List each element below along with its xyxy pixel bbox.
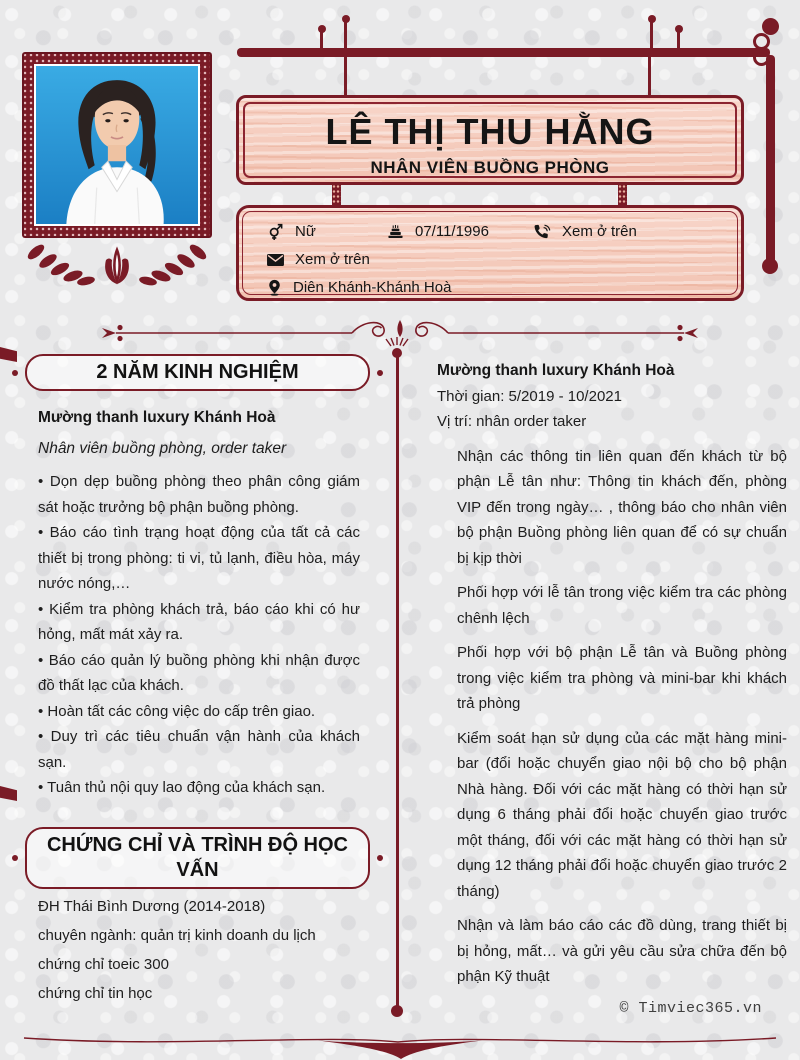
- rail-ring: [753, 33, 770, 50]
- detail-company: Mường thanh luxury Khánh Hoà: [437, 362, 675, 379]
- hanger-pin: [344, 22, 347, 48]
- detail-paragraph: Kiểm soát hạn sử dụng của các mặt hàng mini-bar (đổi hoặc chuyển giao nội bộ cho bộ phận Nhà hàng. Đối với các mặt hàng có thời hạn sử dụng 6 tháng phải đổi hoặc chuyển giao trước một tháng, đối với các mặt hàng có thời hạn sử dụng 12 tháng phải đổi hoặc chuyển giao trước 2 tháng): [457, 729, 787, 900]
- duty-item: • Dọn dẹp buồng phòng theo phân công giám sát hoặc trưởng bộ phận buồng phòng.: [38, 473, 360, 516]
- experience-heading-label: 2 NĂM KINH NGHIỆM: [96, 361, 299, 383]
- hanger-stick: [648, 57, 651, 95]
- bottom-flourish: [0, 1024, 800, 1060]
- detail-paragraph: Phối hợp với lễ tân trong việc kiểm tra các phòng chênh lệch: [457, 584, 787, 627]
- duty-item: • Kiểm tra phòng khách trả, báo cáo khi có hư hỏng, mất mát xảy ra.: [38, 600, 360, 643]
- duty-item: • Hoàn tất các công việc do cấp trên giao.: [38, 702, 316, 720]
- hanger-pin: [650, 22, 653, 48]
- contact-row: [267, 221, 741, 242]
- phone-value: Xem ở trên: [562, 223, 637, 240]
- laurel-ornament: [22, 240, 212, 296]
- portrait-illustration: [36, 66, 198, 224]
- detail-paragraph: Nhận các thông tin liên quan đến khách từ bộ phận Lễ tân như: Thông tin khách đến, phòng VIP đến trong ngày… , thông báo cho nhân viên bộ phận Buồng phòng liên quan để có sự chuẩn bị kịp thời: [457, 447, 787, 567]
- chain-link: [332, 184, 341, 207]
- ribbon-tail: [0, 347, 17, 362]
- rail-end-ball: [762, 258, 778, 274]
- address-item: [267, 279, 451, 296]
- photo-frame: [22, 52, 212, 238]
- duty-item: • Duy trì các tiêu chuẩn vận hành của khách sạn.: [38, 728, 360, 771]
- mail-icon: [267, 254, 284, 266]
- contact-panel: [236, 205, 744, 301]
- birthday-cake-icon: [387, 223, 404, 240]
- education-item: chuyên ngành: quản trị kinh doanh du lịch: [38, 926, 316, 944]
- hanger-stick: [344, 57, 347, 95]
- birthday-item: [387, 223, 533, 240]
- education-heading: [25, 827, 370, 889]
- duty-item: • Tuân thủ nội quy lao động của khách sạn.: [38, 779, 326, 796]
- name-banner: [236, 95, 744, 185]
- education-item: ĐH Thái Bình Dương (2014-2018): [38, 897, 266, 915]
- gender-value: Nữ: [295, 223, 316, 240]
- right-rail: [766, 55, 775, 267]
- education-item: chứng chỉ tin học: [38, 984, 153, 1002]
- watermark: © Timviec365.vn: [619, 1000, 762, 1017]
- right-column: [437, 358, 790, 990]
- ribbon-tail: [0, 786, 17, 801]
- education-heading-label: CHỨNG CHỈ VÀ TRÌNH ĐỘ HỌC VẤN: [46, 833, 349, 881]
- email-value: Xem ở trên: [295, 251, 370, 268]
- gender-item: [267, 223, 387, 240]
- hanger-pin: [677, 32, 680, 48]
- detail-paragraph: Nhận và làm báo cáo các đồ dùng, trang thiết bị bị hỏng, mất… và gửi yêu cầu sửa chữa đến bộ phận Kỹ thuật: [457, 917, 787, 985]
- rail-top-ball: [762, 18, 779, 35]
- birthday-value: 07/11/1996: [415, 223, 489, 240]
- email-item: [267, 251, 370, 268]
- left-column: [25, 354, 370, 1005]
- detail-position: Vị trí: nhân order taker: [437, 413, 587, 430]
- rail-ball: [391, 1005, 403, 1017]
- location-pin-icon: [267, 279, 282, 296]
- address-value: Diên Khánh-Khánh Hoà: [293, 279, 452, 296]
- gender-icon: [267, 223, 284, 240]
- profile-photo: [34, 64, 200, 226]
- detail-period: Thời gian: 5/2019 - 10/2021: [437, 387, 622, 405]
- chain-link: [618, 184, 627, 207]
- hanger-pin: [320, 32, 323, 48]
- hanger-bar: [237, 48, 770, 57]
- duty-item: • Báo cáo quản lý buồng phòng khi nhận được đồ thất lạc của khách.: [38, 651, 360, 694]
- job-title: NHÂN VIÊN BUỒNG PHÒNG: [370, 158, 610, 177]
- candidate-name: LÊ THỊ THU HẰNG: [325, 111, 655, 152]
- education-item: chứng chỉ toeic 300: [38, 955, 169, 973]
- column-divider-line: [396, 357, 399, 1007]
- detail-paragraph: Phối hợp với bộ phận Lễ tân và Buồng phòng trong việc kiểm tra phòng và mini-bar khi khách trả phòng: [457, 644, 787, 712]
- contact-row: [267, 277, 741, 298]
- experience-company: Mường thanh luxury Khánh Hoà: [38, 409, 276, 426]
- phone-icon: [533, 223, 551, 240]
- phone-item: [533, 223, 637, 240]
- experience-heading: [25, 354, 370, 391]
- contact-row: [267, 249, 741, 270]
- duty-item: • Báo cáo tình trạng hoạt động của tất cả các thiết bị trong phòng: ti vi, tủ lạnh, điều hòa, máy nước nóng,…: [38, 524, 360, 592]
- experience-role: Nhân viên buồng phòng, order taker: [38, 439, 287, 457]
